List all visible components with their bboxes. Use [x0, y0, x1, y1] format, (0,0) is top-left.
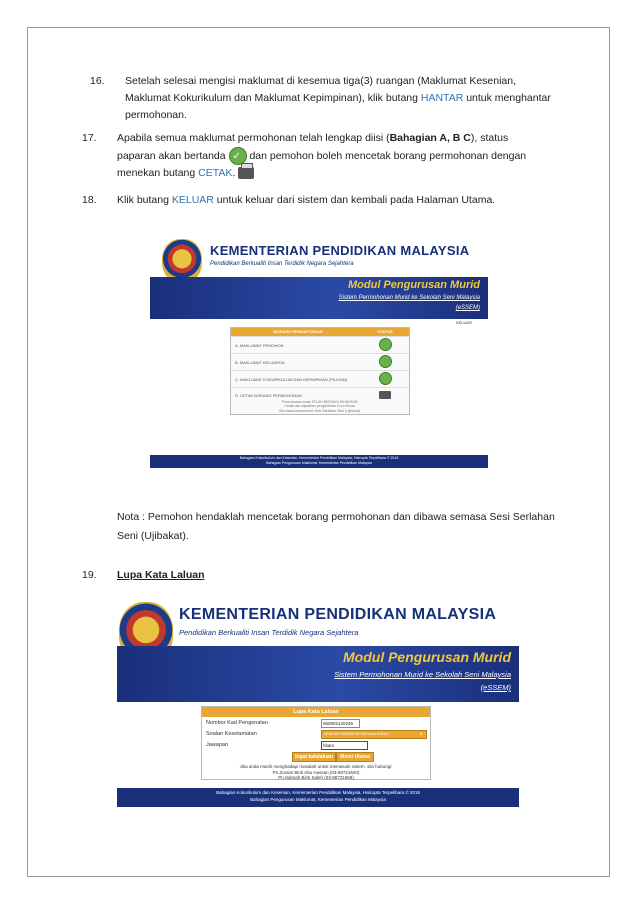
security-question-select[interactable]: APAKAH WARNA KESUKAAN ANDA? ▼ — [321, 730, 427, 739]
form-title: Lupa Kata Laluan — [202, 707, 430, 717]
security-question-label: Soalan Keselamatan — [206, 731, 257, 737]
printer-icon[interactable] — [379, 391, 391, 399]
ministry-title: KEMENTERIAN PENDIDIKAN MALAYSIA — [210, 243, 470, 258]
printer-icon — [238, 167, 254, 179]
section-title: Lupa Kata Laluan — [117, 569, 205, 581]
step-number: 16. — [90, 75, 105, 87]
recover-password-button[interactable]: Ingat katalaluan — [292, 752, 336, 762]
table-header: BORANG PENDAFTARAN STATUS — [231, 328, 409, 336]
screenshot-forgot-password — [117, 600, 519, 806]
module-title: Modul Pengurusan Murid — [343, 649, 511, 665]
check-icon — [379, 338, 392, 351]
system-abbrev: (eSSEM) — [455, 305, 480, 311]
page-footer: Bahagian Kokurikulum dan Kesenian, Kementerian Pendidikan Malaysia, Halcopta Terpelihara © 2018 Bahagian Pengurusan Maklumat, Kementerian Pendidikan Malaysia — [150, 455, 488, 468]
step-number: 19. — [82, 569, 97, 581]
help-text: Jika anda masih menghadapi masalah untuk memasuki sistem, sila hubungi: Pn.Zuraini Binti Abu Hassan (03-88721620) Pn.Salmah Binti Saleh (03-88721659) — [239, 764, 393, 780]
ministry-title: KEMENTERIAN PENDIDIKAN MALAYSIA — [179, 606, 497, 623]
table-row — [231, 353, 409, 370]
module-banner — [150, 277, 488, 319]
row-link-a[interactable]: A. MAKLUMAT PEMOHON — [235, 342, 284, 348]
answer-label: Jawapan — [206, 742, 229, 748]
table-row — [231, 370, 409, 387]
step-text: Setelah selesai mengisi maklumat di kesemua tiga(3) ruangan (Maklumat Kesenian, Maklumat Kokurikulum dan Maklumat Kepimpinan), klik butang HANTAR untuk menghantar permohonan. — [125, 75, 551, 121]
keluar-link: KELUAR — [171, 194, 214, 206]
note-paragraph: Nota : Pemohon hendaklah mencetak borang permohonan dan dibawa semasa Sesi Serlahan Seni (Ujibakat). — [117, 511, 555, 542]
main-menu-button[interactable]: Menu Utama — [336, 752, 374, 762]
step-text: Klik butang KELUAR untuk keluar dari sistem dan kembali pada Halaman Utama. — [117, 194, 496, 206]
check-icon — [379, 355, 392, 368]
ic-number-field[interactable]: 060802120245 — [321, 719, 360, 728]
screenshot-application-status — [150, 233, 488, 467]
row-link-d[interactable]: D. CETAK BORANG PERMOHONAN — [235, 392, 302, 398]
status-note: Permohonan anda TELAH BERJAYA DIHANTAR. Cetak dan dapatkan pengesahan Guru Besar. Sila bawa bersama ke Sesi Serlahan Seni (Ujibakat). — [278, 399, 362, 413]
step-number: 18. — [82, 194, 97, 206]
check-icon — [379, 372, 392, 385]
ic-number-label: Nombor Kad Pengenalan — [206, 720, 268, 726]
ministry-tagline: Pendidikan Berkualiti Insan Terdidik Negara Sejahtera — [179, 628, 359, 637]
step-text: Apabila semua maklumat permohonan telah lengkap diisi (Bahagian A, B C), status paparan akan bertanda ✓ dan pemohon boleh mencetak borang permohonan dengan menekan butang CETAK. — [117, 130, 547, 182]
ministry-tagline: Pendidikan Berkualiti Insan Terdidik Negara Sejahtera — [210, 261, 354, 267]
chevron-down-icon: ▼ — [419, 732, 423, 736]
system-abbrev: (eSSEM) — [480, 683, 511, 692]
step-number: 17. — [82, 132, 97, 144]
table-row — [231, 336, 409, 353]
row-link-c[interactable]: C. MAKLUMAT KOKURIKULUM DAN KEPIMPINAN (PILIHAN) — [235, 376, 348, 382]
module-title: Modul Pengurusan Murid — [348, 279, 480, 291]
page-footer: Bahagian Kokurikulum dan Kesenian, Kementerian Pendidikan Malaysia, Halcopta Terpelihara © 2018 Bahagian Pengurusan Maklumat, Kementerian Pendidikan Malaysia — [117, 788, 519, 807]
forgot-password-form — [201, 706, 431, 780]
logout-link[interactable]: KELUAR — [455, 320, 472, 325]
system-title: Sistem Permohonan Murid ke Sekolah Seni Malaysia — [334, 670, 511, 679]
cetak-link: CETAK — [198, 167, 233, 179]
answer-field[interactable]: hitam — [321, 741, 368, 750]
hantar-link: HANTAR — [420, 92, 464, 104]
system-title: Sistem Permohonan Murid ke Sekolah Seni Malaysia — [338, 295, 480, 301]
module-banner — [117, 646, 519, 702]
registration-status-table — [230, 327, 410, 415]
row-link-b[interactable]: B. MAKLUMAT KELUARGA — [235, 359, 285, 365]
